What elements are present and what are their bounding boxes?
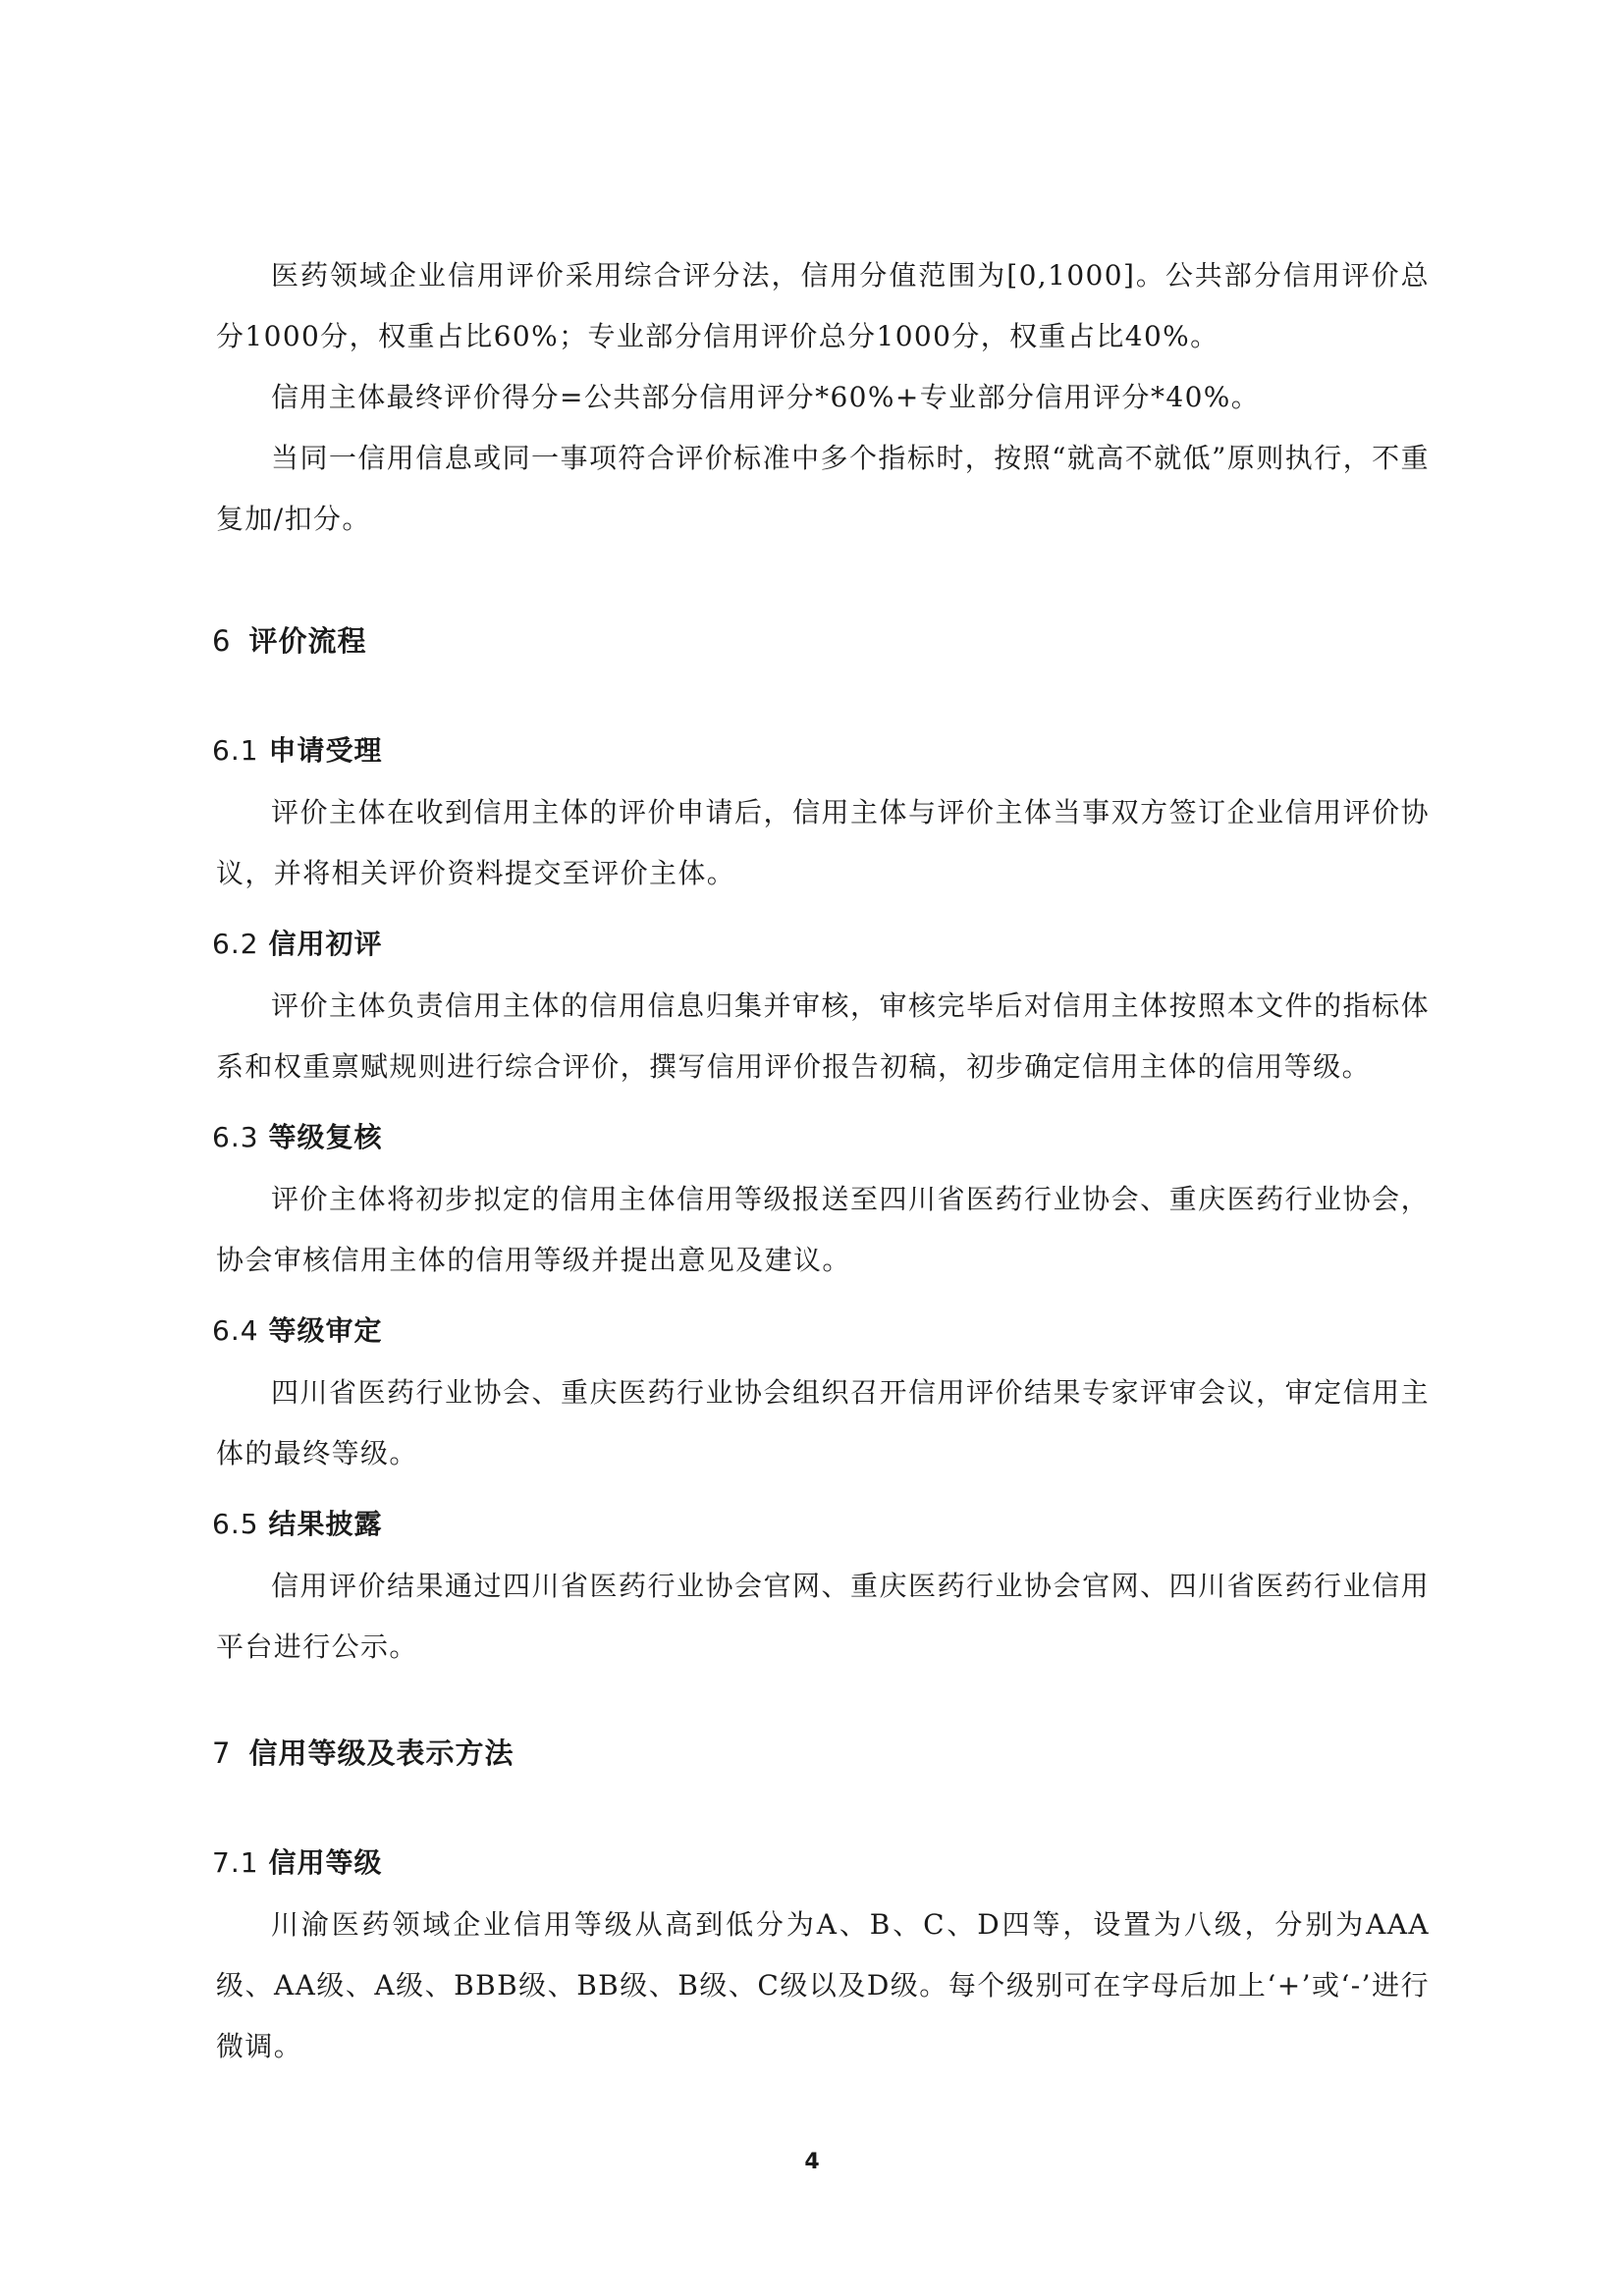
section-6-2-number: 6.2: [212, 928, 259, 960]
section-6-2-heading: [212, 925, 383, 964]
section-6-4-title: 等级审定: [268, 1314, 383, 1347]
section-6-3-body: 评价主体将初步拟定的信用主体信用等级报送至四川省医药行业协会、重庆医药行业协会，协会审核信用主体的信用等级并提出意见及建议。: [216, 1183, 1430, 1276]
section-6-number: 6: [212, 624, 232, 658]
section-7-1-title: 信用等级: [268, 1846, 383, 1879]
section-6-5-title: 结果披露: [268, 1508, 383, 1540]
section-6-5-heading: [212, 1505, 383, 1544]
section-6-2-title: 信用初评: [268, 928, 383, 960]
paragraph-scoring-method: 医药领域企业信用评价采用综合评分法，信用分值范围为[0,1000]。公共部分信用评价总分1000分，权重占比60%；专业部分信用评价总分1000分，权重占比40%。: [216, 259, 1430, 352]
section-7-number: 7: [212, 1736, 232, 1770]
section-6-3-title: 等级复核: [268, 1121, 383, 1153]
section-6-1-body: 评价主体在收到信用主体的评价申请后，信用主体与评价主体当事双方签订企业信用评价协议，并将相关评价资料提交至评价主体。: [216, 796, 1430, 889]
section-6-1-number: 6.1: [212, 734, 259, 767]
section-7-1-number: 7.1: [212, 1846, 259, 1879]
section-6-3-number: 6.3: [212, 1121, 259, 1153]
section-7-heading: [212, 1734, 514, 1773]
section-6-3-heading: [212, 1118, 383, 1157]
section-6-5-number: 6.5: [212, 1508, 259, 1540]
section-6-5-body: 信用评价结果通过四川省医药行业协会官网、重庆医药行业协会官网、四川省医药行业信用平台进行公示。: [216, 1570, 1430, 1663]
section-7-title: 信用等级及表示方法: [248, 1736, 514, 1770]
section-6-4-number: 6.4: [212, 1314, 259, 1347]
page-number: 4: [804, 2150, 820, 2174]
section-6-4-body: 四川省医药行业协会、重庆医药行业协会组织召开信用评价结果专家评审会议，审定信用主体的最终等级。: [216, 1376, 1430, 1469]
section-7-1-heading: [212, 1843, 383, 1883]
section-6-title: 评价流程: [248, 624, 367, 658]
paragraph-final-score-formula: 信用主体最终评价得分=公共部分信用评分*60%+专业部分信用评分*40%。: [271, 381, 1261, 413]
section-6-1-title: 申请受理: [268, 734, 383, 767]
paragraph-no-duplicate-scoring: 当同一信用信息或同一事项符合评价标准中多个指标时，按照“就高不就低”原则执行，不重复加/扣分。: [216, 442, 1430, 535]
section-6-1-heading: [212, 731, 383, 771]
section-6-heading: [212, 621, 366, 661]
section-7-1-body: 川渝医药领域企业信用等级从高到低分为A、B、C、D四等，设置为八级，分别为AAA级、AA级、A级、BBB级、BB级、B级、C级以及D级。每个级别可在字母后加上‘+’或‘-’进行微调。: [216, 1908, 1430, 2062]
section-6-2-body: 评价主体负责信用主体的信用信息归集并审核，审核完毕后对信用主体按照本文件的指标体系和权重禀赋规则进行综合评价，撰写信用评价报告初稿，初步确定信用主体的信用等级。: [216, 989, 1430, 1083]
section-6-4-heading: [212, 1311, 383, 1351]
